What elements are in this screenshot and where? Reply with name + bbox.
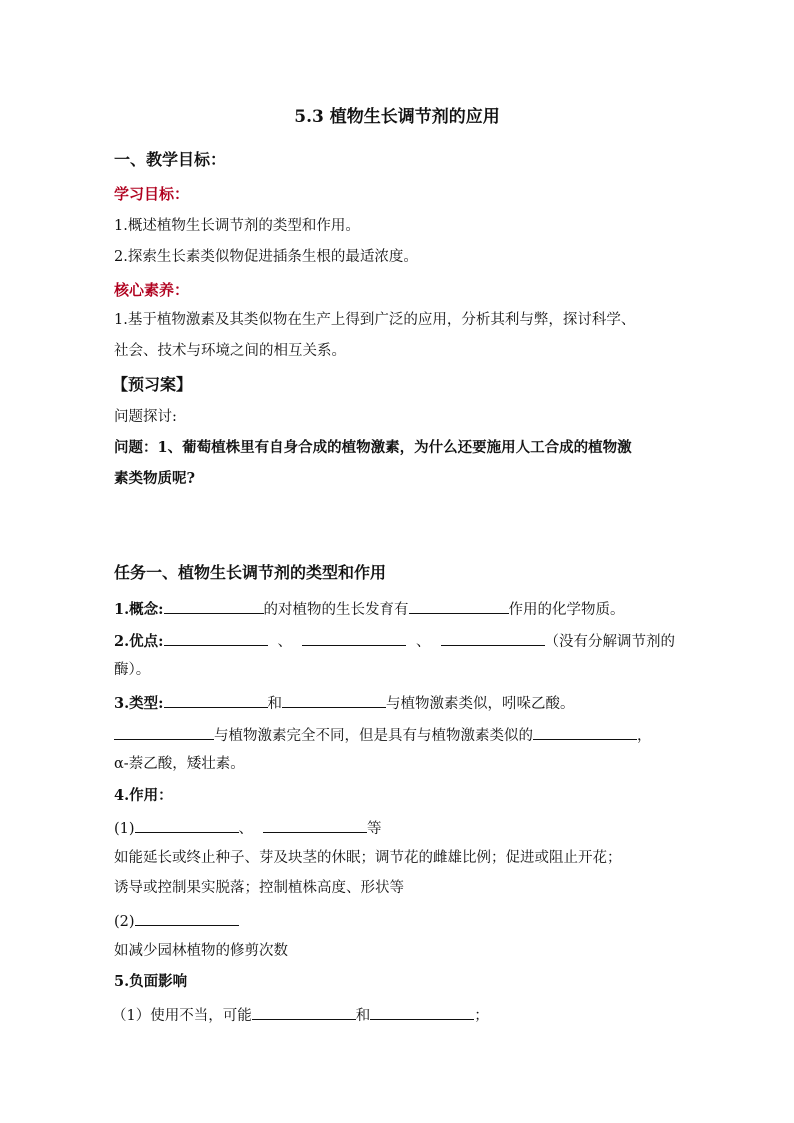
preview-heading: 【预习案】 — [112, 375, 193, 394]
concept-text-end: 作用的化学物质。 — [508, 602, 625, 618]
goal-item-2: 2.探索生长素类似物促进插条生根的最适浓度。 — [114, 249, 418, 265]
types-and: 和 — [267, 696, 282, 712]
core-literacy-label: 核心素养： — [114, 281, 190, 299]
effect-1-number: (1) — [114, 821, 135, 837]
effect-1-desc-line-2: 诱导或控制果实脱落；控制植株高度、形状等 — [114, 880, 404, 896]
task1-heading: 任务一、植物生长调节剂的类型和作用 — [114, 563, 387, 582]
learning-goals-label: 学习目标： — [114, 185, 190, 203]
core-item-1-line-2: 社会、技术与环境之间的相互关系。 — [114, 343, 346, 359]
effect-2-line — [114, 909, 239, 932]
concept-line — [114, 597, 625, 620]
advantages-note: （没有分解调节剂的 — [544, 634, 675, 650]
blank-field[interactable] — [533, 723, 637, 740]
negative-effects-label: 5.负面影响 — [114, 973, 188, 990]
blank-field[interactable] — [409, 597, 509, 614]
effect-1-end: 等 — [367, 821, 382, 837]
blank-field[interactable] — [164, 629, 268, 646]
types-text: 与植物激素类似，吲哚乙酸。 — [386, 696, 575, 712]
advantages-line — [114, 629, 675, 652]
effect-1-desc-line-1: 如能延长或终止种子、芽及块茎的休眠；调节花的雌雄比例；促进或阻止开花； — [114, 850, 622, 866]
separator: 、 — [277, 634, 292, 650]
section-heading-teaching-goals: 一、教学目标： — [114, 150, 227, 169]
blank-field[interactable] — [282, 691, 386, 708]
advantages-label: 2.优点: — [114, 633, 164, 650]
separator: 、 — [238, 821, 254, 837]
effects-label: 4.作用： — [114, 787, 173, 804]
concept-text: 的对植物的生长发育有 — [263, 602, 409, 618]
separator: 、 — [416, 634, 431, 650]
concept-label: 1.概念: — [114, 601, 164, 618]
blank-field[interactable] — [164, 691, 268, 708]
types-label: 3.类型: — [114, 695, 164, 712]
negative-effect-1-line — [112, 1003, 489, 1026]
negative-effect-1-text: （1）使用不当，可能 — [112, 1008, 252, 1024]
blank-field[interactable] — [263, 816, 367, 833]
discussion-label: 问题探讨: — [114, 409, 177, 425]
effect-1-line — [114, 816, 382, 839]
blank-field[interactable] — [114, 723, 214, 740]
negative-end: ； — [474, 1008, 489, 1024]
question-line-2: 素类物质呢? — [114, 470, 195, 487]
effect-2-number: (2) — [114, 914, 135, 930]
blank-field[interactable] — [135, 816, 239, 833]
types-text-2: 与植物激素完全不同，但是具有与植物激素类似的 — [214, 728, 533, 744]
blank-field[interactable] — [252, 1003, 356, 1020]
goal-item-1: 1.概述植物生长调节剂的类型和作用。 — [114, 218, 360, 234]
blank-field[interactable] — [164, 597, 264, 614]
types-comma: ， — [637, 728, 652, 744]
blank-field[interactable] — [135, 909, 239, 926]
page-title: 5.3 植物生长调节剂的应用 — [294, 107, 500, 127]
types-line-2 — [114, 723, 652, 746]
advantages-note-end: 酶）。 — [114, 662, 151, 678]
types-examples: α-萘乙酸，矮壮素。 — [114, 756, 245, 772]
question-line-1: 问题：1、葡萄植株里有自身合成的植物激素，为什么还要施用人工合成的植物激 — [114, 439, 632, 456]
negative-and: 和 — [355, 1008, 371, 1024]
blank-field[interactable] — [302, 629, 406, 646]
blank-field[interactable] — [441, 629, 545, 646]
effect-2-desc: 如减少园林植物的修剪次数 — [114, 943, 288, 959]
blank-field[interactable] — [370, 1003, 474, 1020]
core-item-1-line-1: 1.基于植物激素及其类似物在生产上得到广泛的应用，分析其利与弊，探讨科学、 — [114, 312, 636, 328]
types-line — [114, 691, 575, 714]
